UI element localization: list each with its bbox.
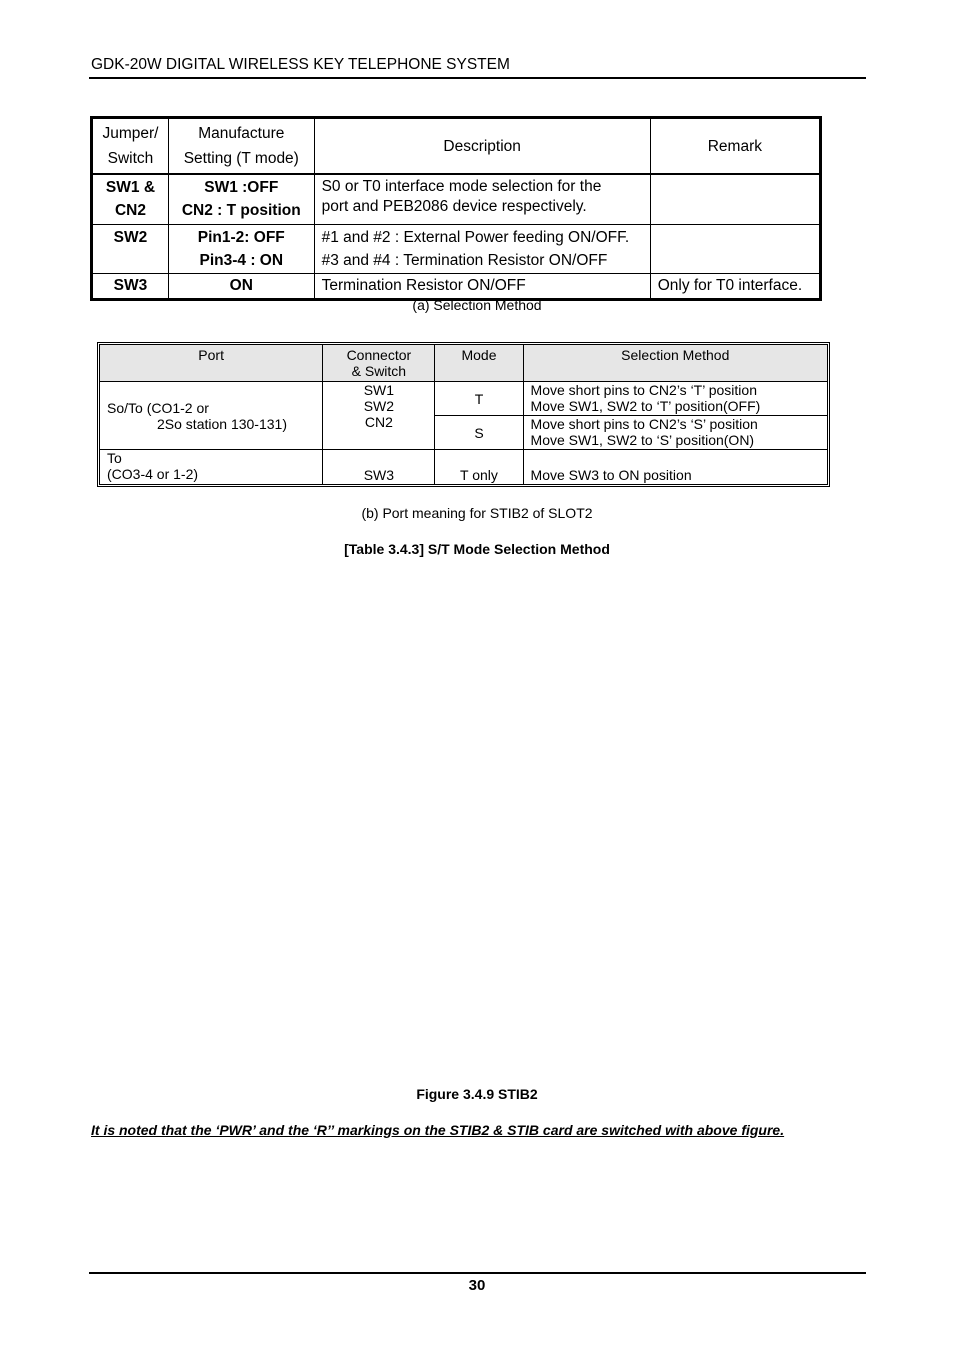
header-jumper: Jumper/ Switch [92,118,169,175]
document-header-title: GDK-20W DIGITAL WIRELESS KEY TELEPHONE SYSTEM [91,56,510,73]
remark-cell: Only for T0 interface. [650,274,820,300]
header-rule [89,77,866,79]
footer-rule [89,1272,866,1274]
mode-cell: S [435,416,523,450]
header-mode: Mode [435,345,523,382]
figure-caption: Figure 3.4.9 STIB2 [416,1086,538,1102]
description-cell: Termination Resistor ON/OFF [314,274,650,300]
header-remark: Remark [650,118,820,175]
jumper-cell: SW1 & CN2 [92,174,169,225]
table-row [92,225,821,274]
table-title: [Table 3.4.3] S/T Mode Selection Method [344,541,610,557]
selection-method-cell: Move short pins to CN2’s ‘T’ position Move SW1, SW2 to ‘T’ position(OFF) [523,382,827,416]
setting-cell: ON [168,274,314,300]
jumper-cell: SW3 [92,274,169,300]
remark-cell [650,225,820,274]
description-cell: #1 and #2 : External Power feeding ON/OFF. #3 and #4 : Termination Resistor ON/OFF [314,225,650,274]
mode-cell: T [435,382,523,416]
page-number: 30 [468,1277,486,1294]
table-row [100,450,828,485]
header-manufacture: Manufacture Setting (T mode) [168,118,314,175]
port-meaning-table-frame [97,342,830,487]
note-text: It is noted that the ‘PWR’ and the ‘R’’ markings on the STIB2 & STIB card are switched with above figure. [91,1122,785,1138]
header-port: Port [100,345,323,382]
header-connector: Connector & Switch [323,345,435,382]
connector-cell: SW1 SW2 CN2 [323,382,435,450]
remark-cell [650,174,820,225]
table-row [92,274,821,300]
header-selection-method: Selection Method [523,345,827,382]
setting-cell: SW1 :OFF CN2 : T position [168,174,314,225]
figure-placeholder [91,570,866,1075]
header-description: Description [314,118,650,175]
table-header-row [92,118,821,175]
mode-cell: T only [435,450,523,485]
table-row [92,174,821,225]
jumper-cell: SW2 [92,225,169,274]
table-b-caption: (b) Port meaning for STIB2 of SLOT2 [361,505,593,521]
port-meaning-table [99,344,828,485]
selection-method-table [90,116,822,301]
table-a-caption: (a) Selection Method [412,297,542,313]
port-cell: To (CO3-4 or 1-2) [100,450,323,485]
table-row [100,382,828,416]
table-header-row [100,345,828,382]
selection-method-cell: Move short pins to CN2’s ‘S’ position Move SW1, SW2 to ‘S’ position(ON) [523,416,827,450]
description-cell: S0 or T0 interface mode selection for the port and PEB2086 device respectively. [314,174,650,225]
connector-cell: SW3 [323,450,435,485]
selection-method-cell: Move SW3 to ON position [523,450,827,485]
port-cell: So/To (CO1-2 or 2So station 130-131) [100,382,323,450]
setting-cell: Pin1-2: OFF Pin3-4 : ON [168,225,314,274]
